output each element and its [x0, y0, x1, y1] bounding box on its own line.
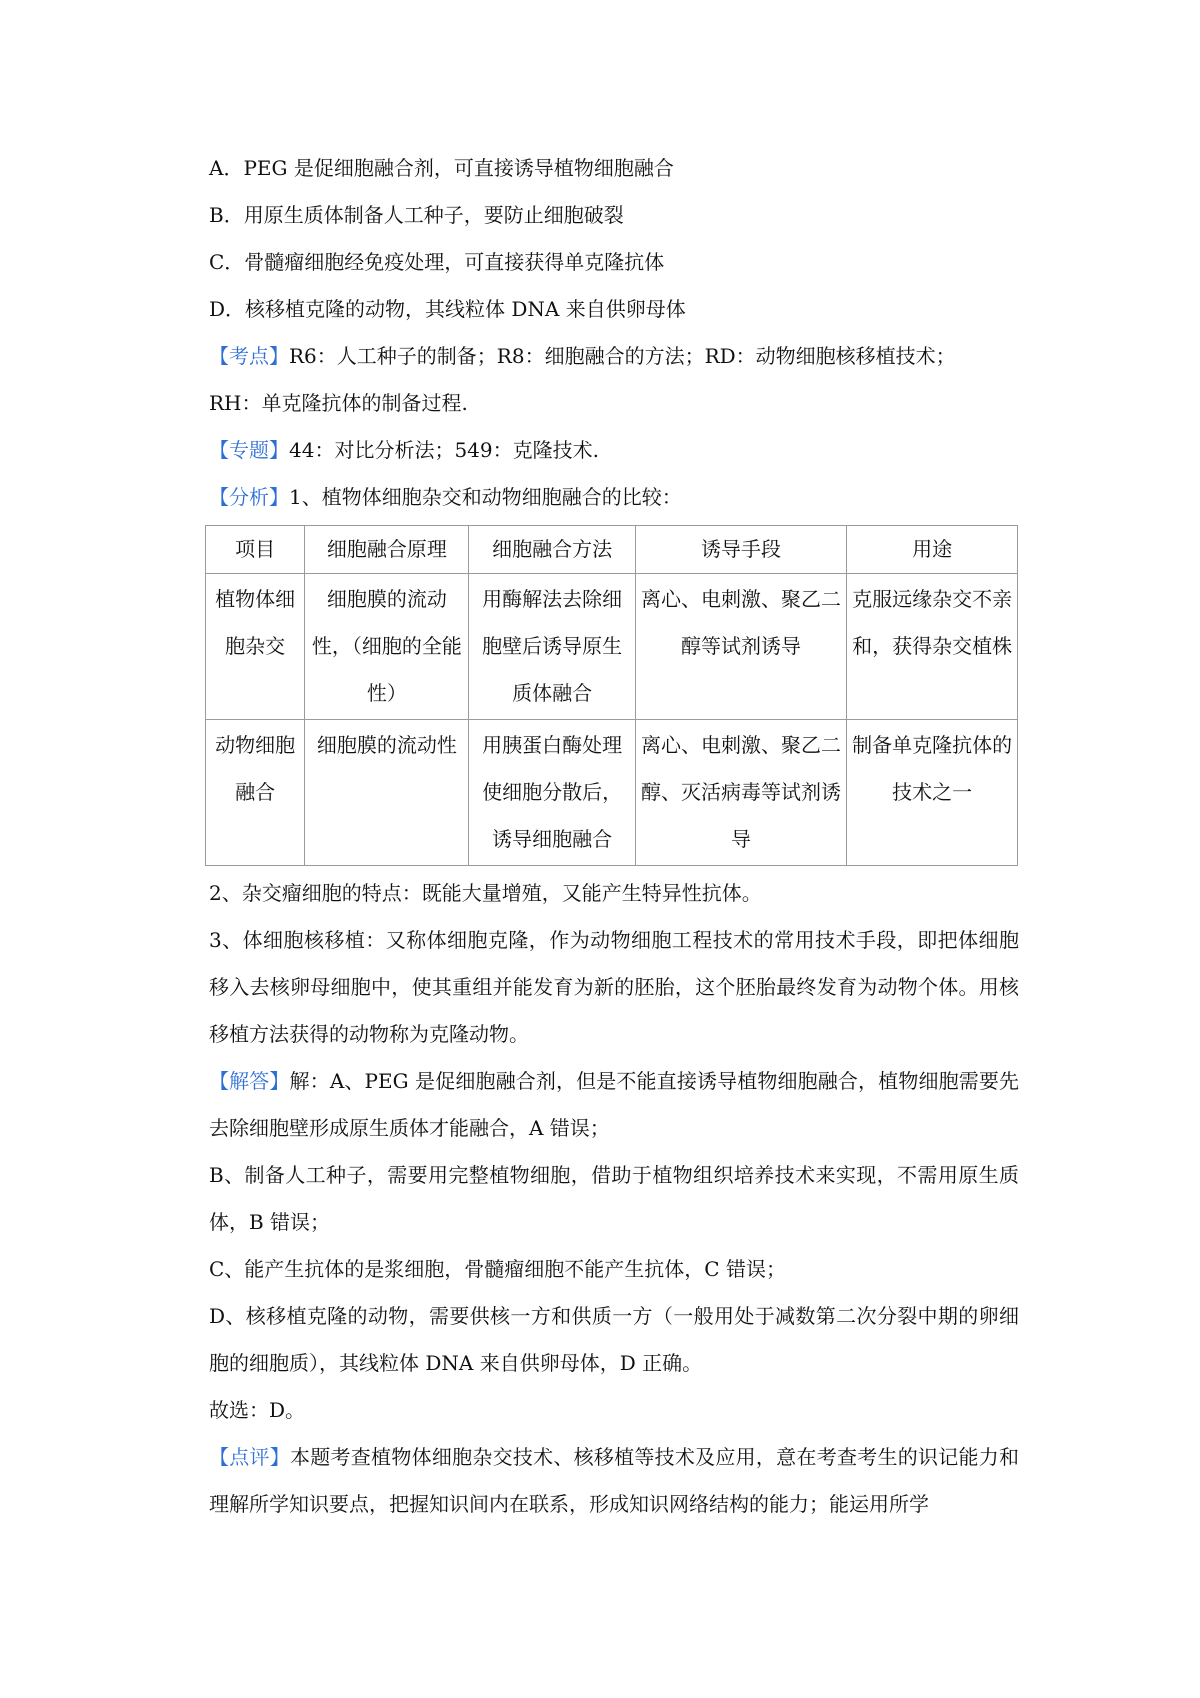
kaodian-section: [209, 333, 1019, 380]
option-a: A．PEG 是促细胞融合剂，可直接诱导植物细胞融合: [209, 156, 674, 180]
fenxi-section: [209, 474, 1019, 521]
zhuanti-section: [209, 427, 1019, 474]
kaodian-tag: 【考点】: [209, 344, 289, 368]
kaodian-line2: RH：单克隆抗体的制备过程.: [209, 391, 468, 415]
jieda-b: B、制备人工种子，需要用完整植物细胞，借助于植物组织培养技术来实现，不需用原生质体，B 错误；: [209, 1163, 1019, 1234]
option-c: C．骨髓瘤细胞经免疫处理，可直接获得单克隆抗体: [209, 250, 665, 274]
table-cell: 制备单克隆抗体的技术之一: [847, 720, 1018, 866]
table-cell: 离心、电刺激、聚乙二醇、灭活病毒等试剂诱导: [635, 720, 847, 866]
comparison-table: [205, 525, 1018, 866]
table-row: [206, 720, 1018, 866]
table-cell: 细胞膜的流动性: [305, 720, 469, 866]
table-cell: 细胞膜的流动性，（细胞的全能性）: [305, 574, 469, 720]
dianping-text: 本题考查植物体细胞杂交技术、核移植等技术及应用，意在考查考生的识记能力和理解所学知识要点，把握知识间内在联系，形成知识网络结构的能力；能运用所学: [209, 1445, 1020, 1516]
jieda-d: D、核移植克隆的动物，需要供核一方和供质一方（一般用处于减数第二次分裂中期的卵细胞的细胞质），其线粒体 DNA 来自供卵母体，D 正确。: [209, 1304, 1019, 1375]
fenxi-tag: 【分析】: [209, 485, 289, 509]
zhuanti-text: 44：对比分析法；549：克隆技术.: [289, 438, 599, 462]
table-row: [206, 574, 1018, 720]
fenxi-intro: 1、植物体细胞杂交和动物细胞融合的比较：: [289, 485, 682, 509]
zhuanti-tag: 【专题】: [209, 438, 289, 462]
jieda-section: [209, 1058, 1019, 1152]
table-header-cell: 细胞融合原理: [305, 526, 469, 574]
table-cell: 植物体细胞杂交: [206, 574, 305, 720]
table-header-cell: 诱导手段: [635, 526, 847, 574]
table-header-cell: 项目: [206, 526, 305, 574]
fenxi-point2: 2、杂交瘤细胞的特点：既能大量增殖，又能产生特异性抗体。: [209, 881, 762, 905]
jieda-answer: 故选：D。: [209, 1398, 306, 1422]
table-cell: 克服远缘杂交不亲和，获得杂交植株: [847, 574, 1018, 720]
jieda-a: 解：A、PEG 是促细胞融合剂，但是不能直接诱导植物细胞融合，植物细胞需要先去除细胞壁形成原生质体才能融合，A 错误；: [209, 1069, 1019, 1140]
jieda-c: C、能产生抗体的是浆细胞，骨髓瘤细胞不能产生抗体，C 错误；: [209, 1257, 786, 1281]
document-content: [209, 145, 1019, 1528]
fenxi-point3: 3、体细胞核移植：又称体细胞克隆，作为动物细胞工程技术的常用技术手段，即把体细胞移入去核卵母细胞中，使其重组并能发育为新的胚胎，这个胚胎最终发育为动物个体。用核移植方法获得的动物称为克隆动物。: [209, 928, 1019, 1046]
table-header-row: [206, 526, 1018, 574]
jieda-tag: 【解答】: [209, 1069, 290, 1093]
table-cell: 动物细胞融合: [206, 720, 305, 866]
table-header-cell: 细胞融合方法: [469, 526, 635, 574]
kaodian-text: R6：人工种子的制备；R8：细胞融合的方法；RD：动物细胞核移植技术；: [289, 344, 956, 368]
table-cell: 离心、电刺激、聚乙二醇等试剂诱导: [635, 574, 847, 720]
option-b: B．用原生质体制备人工种子，要防止细胞破裂: [209, 203, 624, 227]
table-cell: 用胰蛋白酶处理使细胞分散后，诱导细胞融合: [469, 720, 635, 866]
option-d: D．核移植克隆的动物，其线粒体 DNA 来自供卵母体: [209, 297, 686, 321]
table-cell: 用酶解法去除细胞壁后诱导原生质体融合: [469, 574, 635, 720]
dianping-section: [209, 1434, 1019, 1528]
table-header-cell: 用途: [847, 526, 1018, 574]
dianping-tag: 【点评】: [209, 1445, 291, 1469]
